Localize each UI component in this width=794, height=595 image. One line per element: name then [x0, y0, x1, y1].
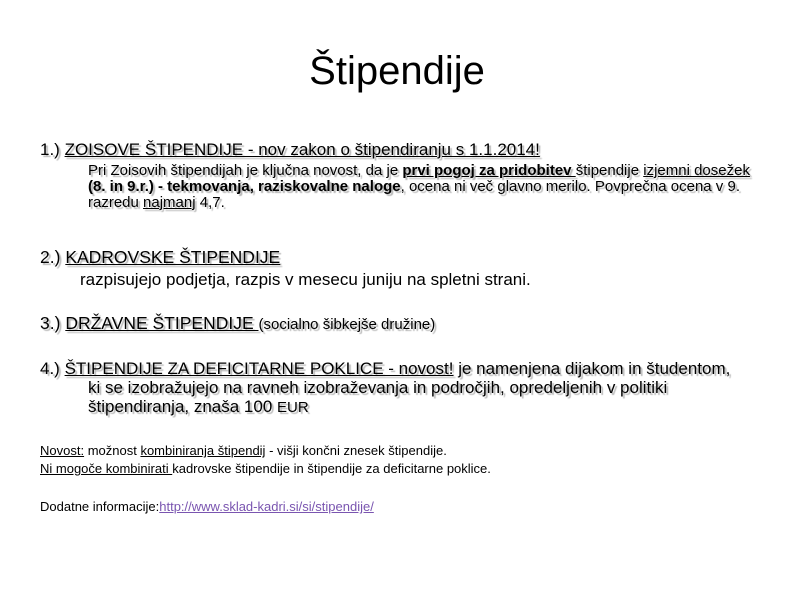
zois-text-a: Pri Zoisovih štipendijah je ključna novost, da je [88, 162, 403, 179]
page-title: Štipendije [309, 49, 485, 93]
note-novost [40, 442, 754, 460]
section-zois-heading-line [40, 140, 754, 159]
section-deficitarne-currency: EUR [277, 399, 309, 416]
notes-block [40, 442, 754, 478]
note-novost-c: - višji končni znesek štipendije. [265, 443, 447, 458]
note-novost-label: Novost: [40, 443, 85, 458]
section-kadrovske-heading-line [40, 247, 754, 267]
section-deficitarne-body: je namenjena dijakom in študentom, ki se izobražujejo na ravneh izobraževanja in področjih, opredeljenih v politiki štipendiranja, znaša 100 [88, 359, 731, 416]
section-zois [40, 140, 754, 211]
section-zois-text [40, 163, 754, 211]
zois-text-g: najmanj [143, 194, 196, 211]
section-deficitarne-text [40, 359, 744, 417]
zois-text-c: štipendije [575, 162, 644, 179]
section-zois-heading: ZOISOVE ŠTIPENDIJE - nov zakon o štipendiranju s 1.1.2014! [64, 140, 540, 159]
section-drzavne-heading: DRŽAVNE ŠTIPENDIJE [65, 313, 259, 333]
section-drzavne [40, 313, 754, 335]
note-novost-a: možnost [84, 443, 141, 458]
zois-text-b: prvi pogoj za pridobitev [402, 162, 576, 179]
section-drzavne-number: 3.) [40, 313, 61, 333]
section-deficitarne [40, 359, 744, 417]
section-deficitarne-number: 4.) [40, 359, 60, 378]
info-label: Dodatne informacije: [40, 499, 160, 514]
section-drzavne-note: (socialno šibkejše družine) [258, 316, 436, 333]
section-kadrovske-text: razpisujejo podjetja, razpis v mesecu juniju na spletni strani. [80, 270, 531, 289]
section-deficitarne-heading: ŠTIPENDIJE ZA DEFICITARNE POKLICE - novost! [64, 359, 454, 378]
note-ni-label: Ni mogoče kombinirati [40, 461, 173, 476]
note-ni-mogoce [40, 460, 754, 478]
zois-text-h: 4,7. [195, 194, 225, 211]
info-link[interactable]: http://www.sklad-kadri.si/si/stipendije/ [159, 499, 374, 514]
section-drzavne-heading-line [40, 313, 754, 335]
section-kadrovske-heading: KADROVSKE ŠTIPENDIJE [65, 247, 281, 267]
zois-text-f: , ocena ni več glavno merilo. Povprečna ocena v 9. razredu [88, 178, 740, 211]
section-kadrovske-number: 2.) [40, 247, 61, 267]
section-kadrovske [40, 247, 754, 290]
info-line [40, 498, 754, 516]
section-zois-number: 1.) [40, 140, 60, 159]
note-ni-text: kadrovske štipendije in štipendije za deficitarne poklice. [172, 461, 491, 476]
zois-text-e: (8. in 9.r.) - tekmovanja, raziskovalne naloge [88, 178, 401, 195]
note-novost-b: kombiniranja štipendij [140, 443, 266, 458]
info-block [40, 498, 754, 516]
zois-text-d: izjemni dosežek [643, 162, 750, 179]
